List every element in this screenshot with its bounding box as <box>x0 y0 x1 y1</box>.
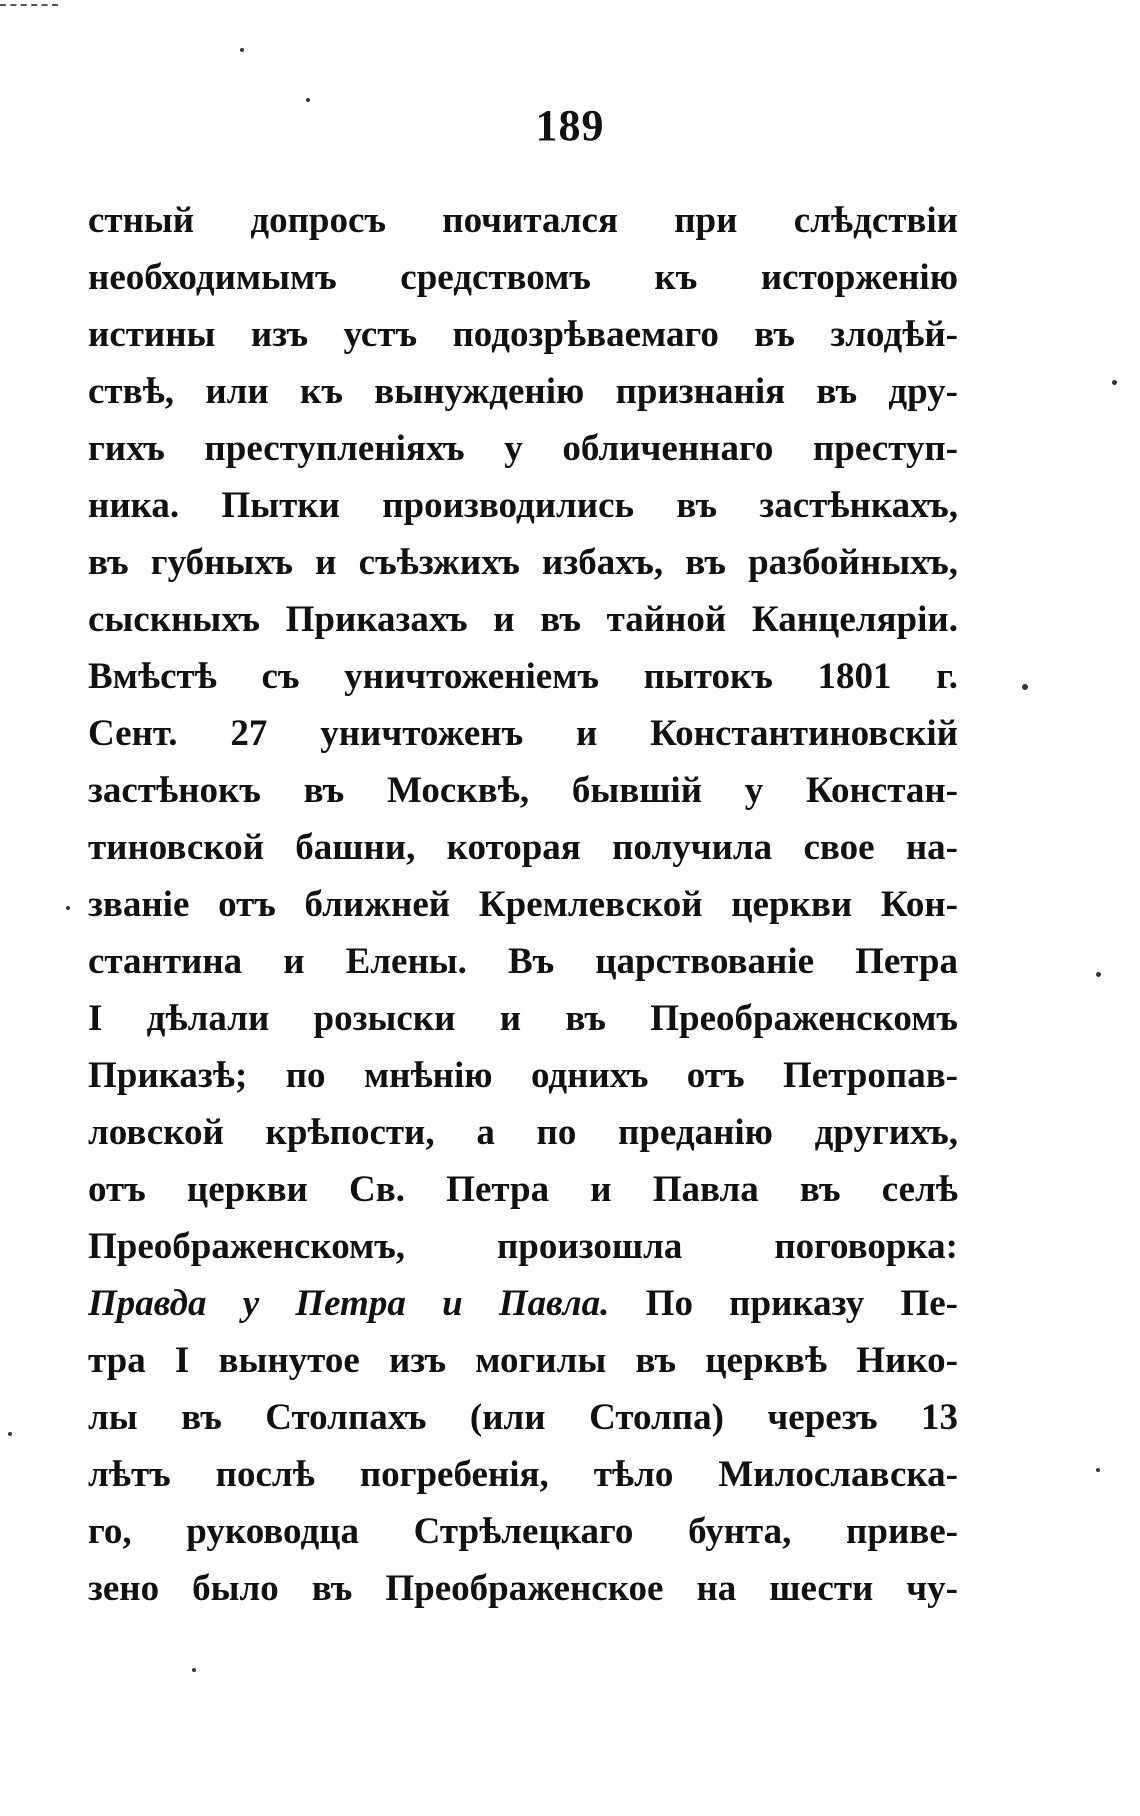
text-line-12: тиновской башни, которая получила свое на- <box>88 827 958 868</box>
text-line-20-rest: По приказу Пе- <box>645 1283 958 1324</box>
scan-speck <box>1022 684 1028 690</box>
text-line-5: гихъ преступленіяхъ у обличеннаго преступ- <box>88 428 958 469</box>
body-text <box>88 192 958 1617</box>
scan-speck <box>8 1432 12 1436</box>
text-line-21: тра I вынутое изъ могилы въ церквѣ Нико- <box>88 1340 958 1381</box>
scan-speck <box>1112 380 1117 385</box>
text-line-6: ника. Пытки производились въ застѣнкахъ, <box>88 485 958 526</box>
text-line-3: истины изъ устъ подозрѣваемаго въ злодѣй- <box>88 314 958 355</box>
scan-speck <box>1096 1468 1100 1472</box>
text-line-9: Вмѣстѣ съ уничтоженіемъ пытокъ 1801 г. <box>88 656 958 697</box>
italic-proverb: Правда у Петра и Павла. <box>88 1283 610 1324</box>
scan-speck <box>1096 972 1101 977</box>
text-line-7: въ губныхъ и съѣзжихъ избахъ, въ разбойныхъ, <box>88 542 958 583</box>
scan-speck <box>306 98 310 102</box>
text-line-18: отъ церкви Св. Петра и Павла въ селѣ <box>88 1169 958 1210</box>
text-line-10: Сент. 27 уничтоженъ и Константиновскій <box>88 713 958 754</box>
text-line-2: необходимымъ средствомъ къ исторженію <box>88 257 958 298</box>
text-line-8: сыскныхъ Приказахъ и въ тайной Канцеляріи. <box>88 599 958 640</box>
text-line-11: застѣнокъ въ Москвѣ, бывшій у Констан- <box>88 770 958 811</box>
page-number: 189 <box>535 101 605 150</box>
scan-speck <box>192 1668 196 1672</box>
top-edge-rule <box>0 4 58 6</box>
text-line-23: лѣтъ послѣ погребенія, тѣло Милославска- <box>88 1454 958 1495</box>
scan-speck <box>66 906 70 910</box>
text-line-15: I дѣлали розыски и въ Преображенскомъ <box>88 998 958 1039</box>
text-line-14: стантина и Елены. Въ царствованіе Петра <box>88 941 958 982</box>
text-line-25: зено было въ Преображенское на шести чу- <box>88 1568 958 1609</box>
scan-speck <box>240 48 244 52</box>
text-line-1: стный допросъ почитался при слѣдствіи <box>88 200 958 241</box>
text-line-13: званіе отъ ближней Кремлевской церкви Кон- <box>88 884 958 925</box>
text-line-20 <box>88 1275 958 1332</box>
text-line-17: ловской крѣпости, а по преданію другихъ, <box>88 1112 958 1153</box>
text-line-4: ствѣ, или къ вынужденію признанія въ дру- <box>88 371 958 412</box>
text-line-16: Приказѣ; по мнѣнію однихъ отъ Петропав- <box>88 1055 958 1096</box>
text-line-19: Преображенскомъ, произошла поговорка: <box>88 1226 958 1267</box>
text-line-22: лы въ Столпахъ (или Столпа) черезъ 13 <box>88 1397 958 1438</box>
text-line-24: го, руководца Стрѣлецкаго бунта, приве- <box>88 1511 958 1552</box>
